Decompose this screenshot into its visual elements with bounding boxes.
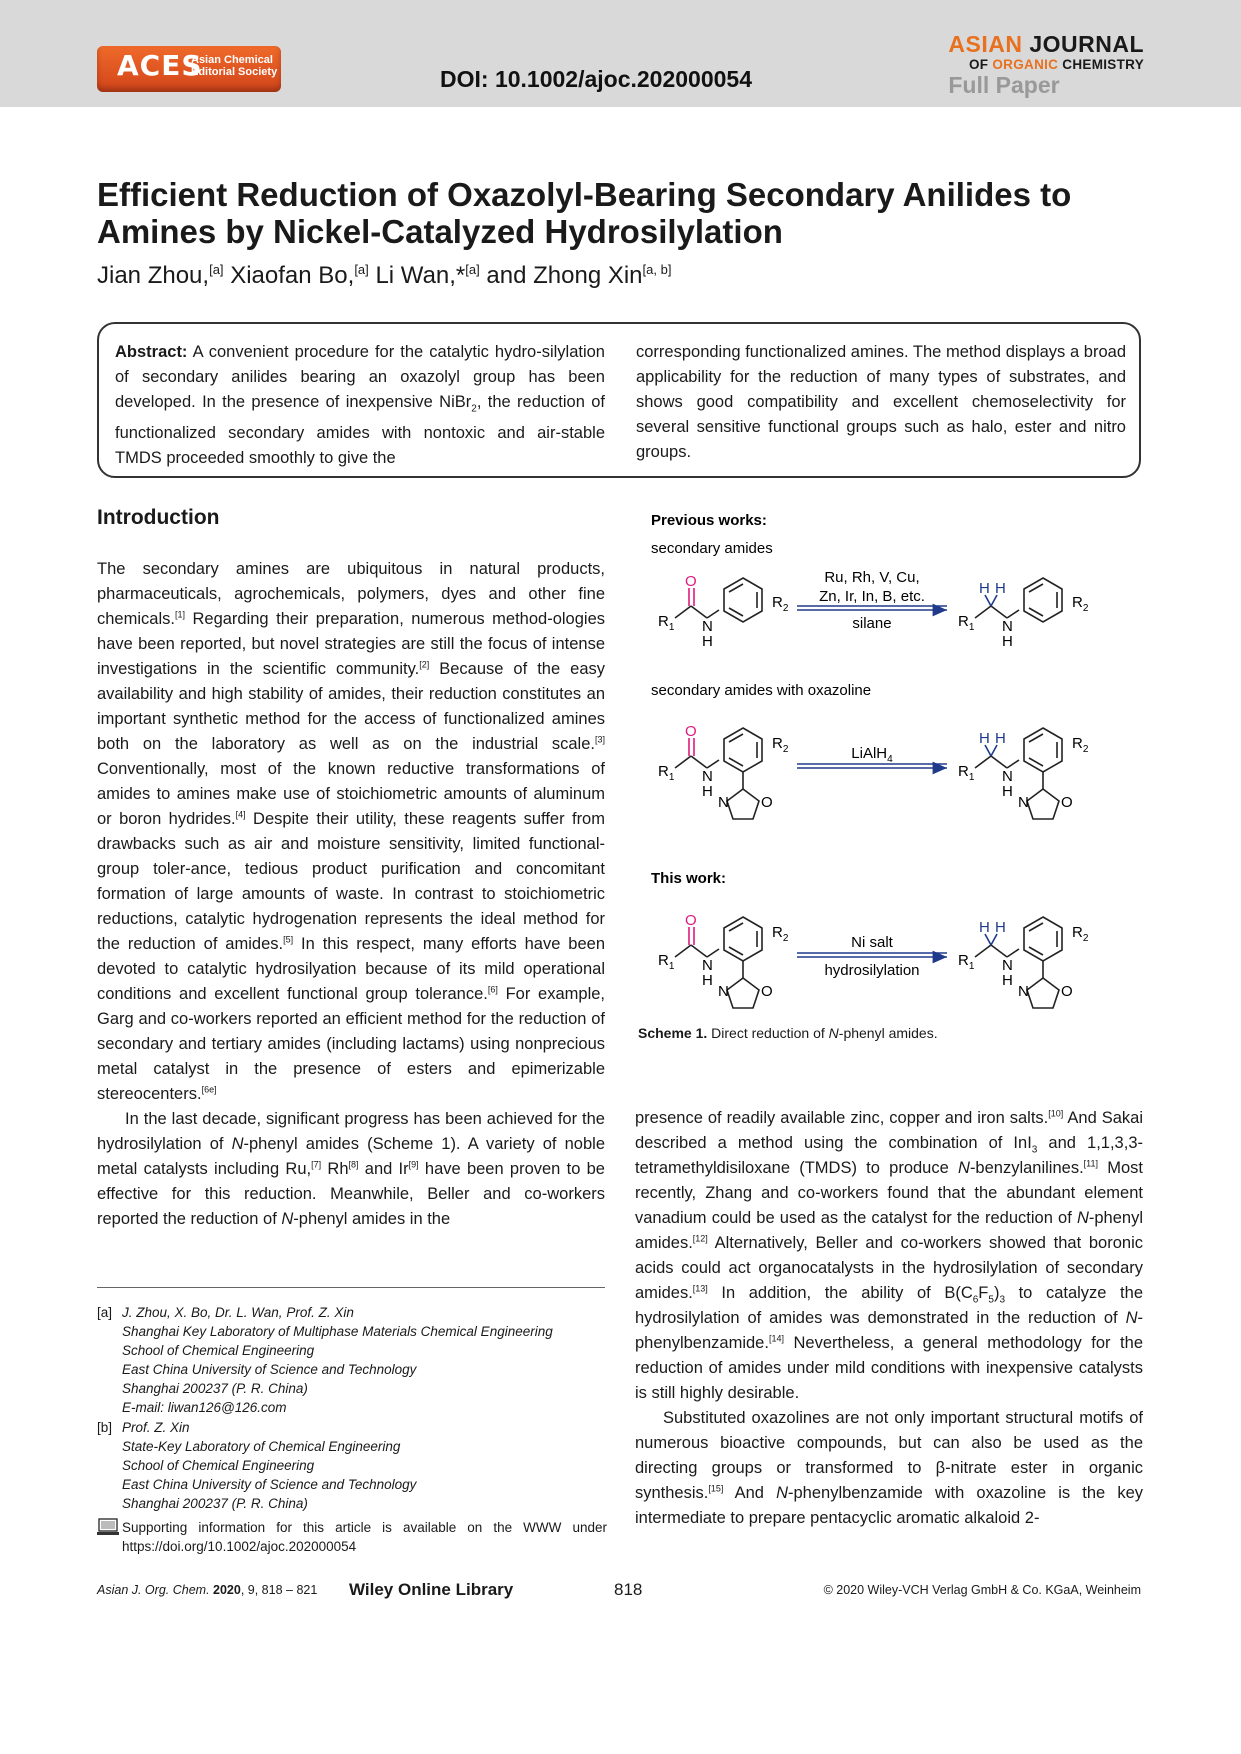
caption-label: Scheme 1.: [638, 1025, 708, 1041]
abstract-label: Abstract:: [115, 343, 188, 361]
italic-n: N: [776, 1484, 788, 1502]
atom-r2: $R_2$: [772, 594, 789, 614]
affiliation-b: [97, 1418, 607, 1513]
affiliation-line: Shanghai 200237 (P. R. China): [122, 1381, 308, 1396]
atom-r1: $R_1$: [958, 613, 975, 633]
atom-r2: $R_2$: [772, 735, 789, 755]
atom-n: N: [1002, 768, 1013, 785]
text: For example, Garg and co-workers reported an efficient method for the reduction of secondary and tertiary amides (including lactams) using nonprecious metal catalyst in the presence of esters and epimerizable stereocenters.: [97, 985, 605, 1103]
author: and Zhong Xin: [486, 262, 643, 289]
text: -phenyl amides in the: [293, 1210, 451, 1228]
atom-r1: $R_1$: [658, 952, 675, 972]
affiliation-label: [b]: [97, 1420, 113, 1435]
affiliation-line: School of Chemical Engineering: [122, 1343, 315, 1358]
ref[interactable]: [13]: [692, 1283, 708, 1294]
scheme-heading-this-work: This work:: [651, 870, 727, 887]
affiliation-line: Shanghai Key Laboratory of Multiphase Materials Chemical Engineering: [122, 1324, 553, 1339]
scheme-caption: [638, 1025, 938, 1041]
conditions-metals: Zn, Ir, In, B, etc.: [819, 588, 925, 605]
atom-n: N: [1002, 618, 1013, 635]
email-link[interactable]: E-mail: liwan126@126.com: [122, 1400, 287, 1415]
text: have been proven to be effective for this reduction. Meanwhile, Beller and co-workers reported the reduction of: [97, 1160, 605, 1228]
journal-logo: [948, 32, 1144, 97]
affiliation-label: [a]: [97, 1305, 113, 1320]
atom-o: O: [685, 723, 697, 740]
affiliation-mark: [a]: [354, 262, 369, 277]
aces-logo: [97, 46, 281, 92]
italic-n: N: [828, 1025, 839, 1041]
atom-o: O: [685, 573, 697, 590]
ref[interactable]: [6]: [487, 984, 498, 995]
journal-word-chemistry: CHEMISTRY: [1062, 57, 1144, 72]
text: -phenylbenzamide with oxazoline is the key intermediate to prepare pentacyclic aromatic alkaloid 2-: [635, 1484, 1143, 1527]
text: Conventionally, most of the known reductive transformations of amides to amines make use of stoichiometric amounts of aluminum or boron hydrides.: [97, 760, 605, 828]
volume-pages: , 9, 818 – 821: [240, 1583, 318, 1597]
atom-n: N: [1018, 794, 1029, 811]
affiliation-line: State-Key Laboratory of Chemical Engineering: [122, 1439, 401, 1454]
doi[interactable]: DOI: 10.1002/ajoc.202000054: [440, 66, 753, 92]
ref[interactable]: [8]: [348, 1159, 359, 1170]
affiliation-line: Shanghai 200237 (P. R. China): [122, 1496, 308, 1511]
scheme-1: [645, 506, 1135, 1010]
affiliation-mark: [a]: [465, 262, 480, 277]
text: and 1,1,3,3-tetramethyldisiloxane (TMDS) to produce: [635, 1134, 1143, 1177]
atom-o: O: [685, 912, 697, 929]
scheme-label-row2: secondary amides with oxazoline: [651, 682, 872, 699]
atom-r1: $R_1$: [958, 763, 975, 783]
text: Alternatively, Beller and co-workers showed that boronic acids could act organocatalysts in the hydrosilylation of secondary amides.: [635, 1234, 1143, 1302]
text: Regarding their preparation, numerous method-ologies have been reported, but novel strategies are still the focus of intense investigations in the scientific community.: [97, 610, 605, 678]
conditions-lialh4: LiAlH$_4$: [851, 745, 893, 765]
atom-o: O: [1061, 983, 1073, 1000]
ref[interactable]: [3]: [594, 734, 605, 745]
subscript: 6: [972, 1294, 979, 1306]
subscript: 3: [1031, 1144, 1038, 1156]
text: -phenyl amides.: [838, 1025, 938, 1041]
citation: [97, 1583, 317, 1597]
atom-r2: $R_2$: [1072, 924, 1089, 944]
body-column-right: [635, 1106, 1143, 1531]
supporting-info: [97, 1518, 607, 1556]
abstract-text: , the reduction of functionalized secondary amides with nontoxic and air-stable TMDS proceeded smoothly to give the: [115, 393, 605, 468]
affiliation-line: East China University of Science and Technology: [122, 1362, 417, 1377]
affiliation-line: Prof. Z. Xin: [122, 1420, 190, 1435]
conditions-hydrosilylation: hydrosilylation: [824, 962, 920, 979]
ref[interactable]: [11]: [1083, 1158, 1099, 1169]
text: Nevertheless, a general methodology for the reduction of amides under mild conditions with inexpensive catalysts is still highly desirable.: [635, 1334, 1143, 1402]
atom-r2: $R_2$: [1072, 594, 1089, 614]
italic-n: N: [1076, 1209, 1089, 1227]
ref[interactable]: [6e]: [201, 1084, 217, 1095]
paragraph: [97, 557, 605, 1107]
ref[interactable]: [12]: [692, 1233, 708, 1244]
atom-r2: $R_2$: [1072, 735, 1089, 755]
journal-word-journal: JOURNAL: [1029, 31, 1144, 57]
atom-h: H: [702, 972, 713, 989]
ref[interactable]: [5]: [283, 934, 294, 945]
article-title: Efficient Reduction of Oxazolyl-Bearing Secondary Anilides to Amines by Nickel-Catalyzed Hydrosilylation: [97, 176, 1072, 250]
amide-structure-row1: [675, 588, 719, 618]
atom-r1: $R_1$: [658, 763, 675, 783]
section-heading: Introduction: [97, 506, 220, 529]
text: Substituted oxazolines are not only important structural motifs of numerous bioactive compounds, but can also be used as the directing groups or transformed to β-nitrate ester in organic synthesis.: [635, 1409, 1143, 1502]
ref[interactable]: [1]: [174, 609, 185, 620]
journal-word-organic: ORGANIC: [992, 57, 1059, 72]
italic-n: N: [958, 1159, 970, 1177]
article-type: Full Paper: [948, 72, 1060, 98]
text: And Sakai described a method using the combination of InI: [635, 1109, 1144, 1152]
affiliation-line: East China University of Science and Technology: [122, 1477, 417, 1492]
text: In addition, the ability of B(C: [707, 1284, 973, 1302]
amine-structure-row1: [975, 595, 1019, 618]
author-list: [97, 262, 671, 290]
scheme-label-row1: secondary amides: [651, 540, 773, 557]
author: Xiaofan Bo,: [230, 262, 355, 289]
affiliation-a: [97, 1303, 607, 1417]
atom-o: O: [1061, 794, 1073, 811]
atom-n: N: [1002, 957, 1013, 974]
journal-word-asian: ASIAN: [948, 31, 1023, 57]
atom-h: H: [979, 730, 990, 747]
footnote-divider: [97, 1287, 605, 1288]
affiliation-mark: [a]: [209, 262, 224, 277]
atom-n: N: [702, 618, 713, 635]
ref[interactable]: [14]: [768, 1333, 784, 1344]
affiliation-mark: [a, b]: [642, 262, 672, 277]
text: The secondary amines are ubiquitous in natural products, pharmaceuticals, agrochemicals, polymers, dyes and other fine chemicals.: [97, 560, 605, 628]
text: Because of the easy availability and high stability of amides, their reduction constitutes an important synthetic method for the access of functionalized amines both on the laboratory as well as on the industrial scale.: [97, 660, 605, 753]
affiliations: [97, 1303, 607, 1513]
ref[interactable]: [2]: [419, 659, 430, 670]
atom-h: H: [1002, 633, 1013, 650]
italic-n: N: [231, 1135, 244, 1153]
atom-n: N: [702, 768, 713, 785]
abstract-box: [97, 322, 1141, 478]
paragraph: [635, 1406, 1143, 1531]
conditions-silane: silane: [852, 615, 892, 632]
text: to catalyze the hydrosilylation of amides was demonstrated in the reduction of: [635, 1284, 1143, 1327]
atom-r1: $R_1$: [958, 952, 975, 972]
page-number: 818: [614, 1580, 643, 1599]
conditions-ni-salt: Ni salt: [851, 934, 893, 951]
atom-h: H: [995, 730, 1006, 747]
body-column-left: [97, 557, 605, 1232]
text: ): [993, 1284, 1000, 1302]
conditions-metals: Ru, Rh, V, Cu,: [824, 569, 920, 586]
copyright: © 2020 Wiley-VCH Verlag GmbH & Co. KGaA, Weinheim: [823, 1583, 1141, 1597]
atom-h: H: [995, 580, 1006, 597]
text: -benzylanilines.: [969, 1159, 1084, 1177]
ref[interactable]: [15]: [708, 1483, 724, 1494]
text: Despite their utility, these reagents suffer from drawbacks such as air and moisture sensitivity, limited functional-group toler-ance, tedious product purification and concomitant formation of large amounts of waste. In contrast to stoichiometric reductions, catalytic hydrogenation represents the ideal method for the reduction of amides.: [97, 810, 605, 953]
year: 2020: [213, 1583, 241, 1597]
author: Jian Zhou,: [97, 262, 210, 289]
paragraph: [635, 1106, 1143, 1406]
ref[interactable]: [9]: [408, 1159, 419, 1170]
text: In the last decade, significant progress has been achieved for the hydrosilylation of: [97, 1110, 605, 1153]
text: -phenyl amides (Scheme 1). A variety of noble metal catalysts including Ru,: [97, 1135, 605, 1178]
computer-icon: [97, 1518, 122, 1556]
abstract-left: [115, 340, 605, 471]
atom-n: N: [1018, 983, 1029, 1000]
text: F: [978, 1284, 989, 1302]
text: presence of readily available zinc, copper and iron salts.: [635, 1109, 1049, 1127]
text: and Ir: [358, 1160, 409, 1178]
atom-n: N: [702, 957, 713, 974]
atom-n: N: [718, 794, 729, 811]
ref[interactable]: [10]: [1048, 1108, 1064, 1119]
atom-o: O: [761, 983, 773, 1000]
subscript: 2: [471, 403, 477, 415]
text: In this respect, many efforts have been devoted to catalytic hydrosilyation because of its mild operational conditions and excellent functional group tolerance.: [97, 935, 606, 1003]
atom-h: H: [1002, 783, 1013, 800]
atom-o: O: [761, 794, 773, 811]
italic-n: N: [281, 1210, 294, 1228]
atom-r1: $R_1$: [658, 613, 675, 633]
logo-word: ACES: [117, 49, 203, 82]
atom-n: N: [718, 983, 729, 1000]
scheme-figure: [645, 506, 1135, 1010]
atom-h: H: [702, 633, 713, 650]
text: Most recently, Zhang and co-workers found that the abundant element vanadium could be used as the catalyst for the reduction of: [635, 1159, 1143, 1227]
ref[interactable]: [7]: [311, 1159, 322, 1170]
text: -phenyl amides.: [635, 1209, 1143, 1252]
text: Rh: [321, 1160, 349, 1178]
scheme-heading-previous: Previous works:: [651, 512, 767, 529]
atom-r2: $R_2$: [772, 924, 789, 944]
text: -phenylbenzamide.: [635, 1309, 1143, 1352]
affiliation-line: School of Chemical Engineering: [122, 1458, 315, 1473]
supporting-info-text[interactable]: Supporting information for this article is available on the WWW under https://doi.org/10.1002/ajoc.202000054: [122, 1520, 607, 1554]
atom-h: H: [1002, 972, 1013, 989]
affiliation-line: J. Zhou, X. Bo, Dr. L. Wan, Prof. Z. Xin: [122, 1305, 354, 1320]
text: Direct reduction of: [707, 1025, 829, 1041]
italic-n: N: [1125, 1309, 1138, 1327]
logo-subtitle: Asian Chemical Editorial Society: [191, 54, 278, 78]
abstract-right: corresponding functionalized amines. The method displays a broad applicability for the reduction of many types of substrates, and shows good compatibility and excellent chemoselectivity for several sensitive functional groups such as halo, ester and nitro groups.: [636, 343, 1126, 461]
wiley-online-library-link[interactable]: Wiley Online Library: [349, 1580, 514, 1599]
subscript: 5: [988, 1294, 994, 1306]
author: Li Wan,*: [375, 262, 466, 289]
ref[interactable]: [4]: [235, 809, 246, 820]
atom-h: H: [979, 580, 990, 597]
subscript: 3: [999, 1294, 1006, 1306]
text: And: [723, 1484, 777, 1502]
atom-h: H: [995, 919, 1006, 936]
journal-word-of: OF: [968, 57, 989, 72]
abstract-text: A convenient procedure for the catalytic hydro-silylation of secondary anilides bearing an oxazolyl group has been developed. In the presence of inexpensive NiBr: [115, 343, 605, 411]
atom-h: H: [979, 919, 990, 936]
paragraph: [97, 1107, 605, 1232]
atom-h: H: [702, 783, 713, 800]
journal-abbrev: Asian J. Org. Chem.: [97, 1583, 210, 1597]
